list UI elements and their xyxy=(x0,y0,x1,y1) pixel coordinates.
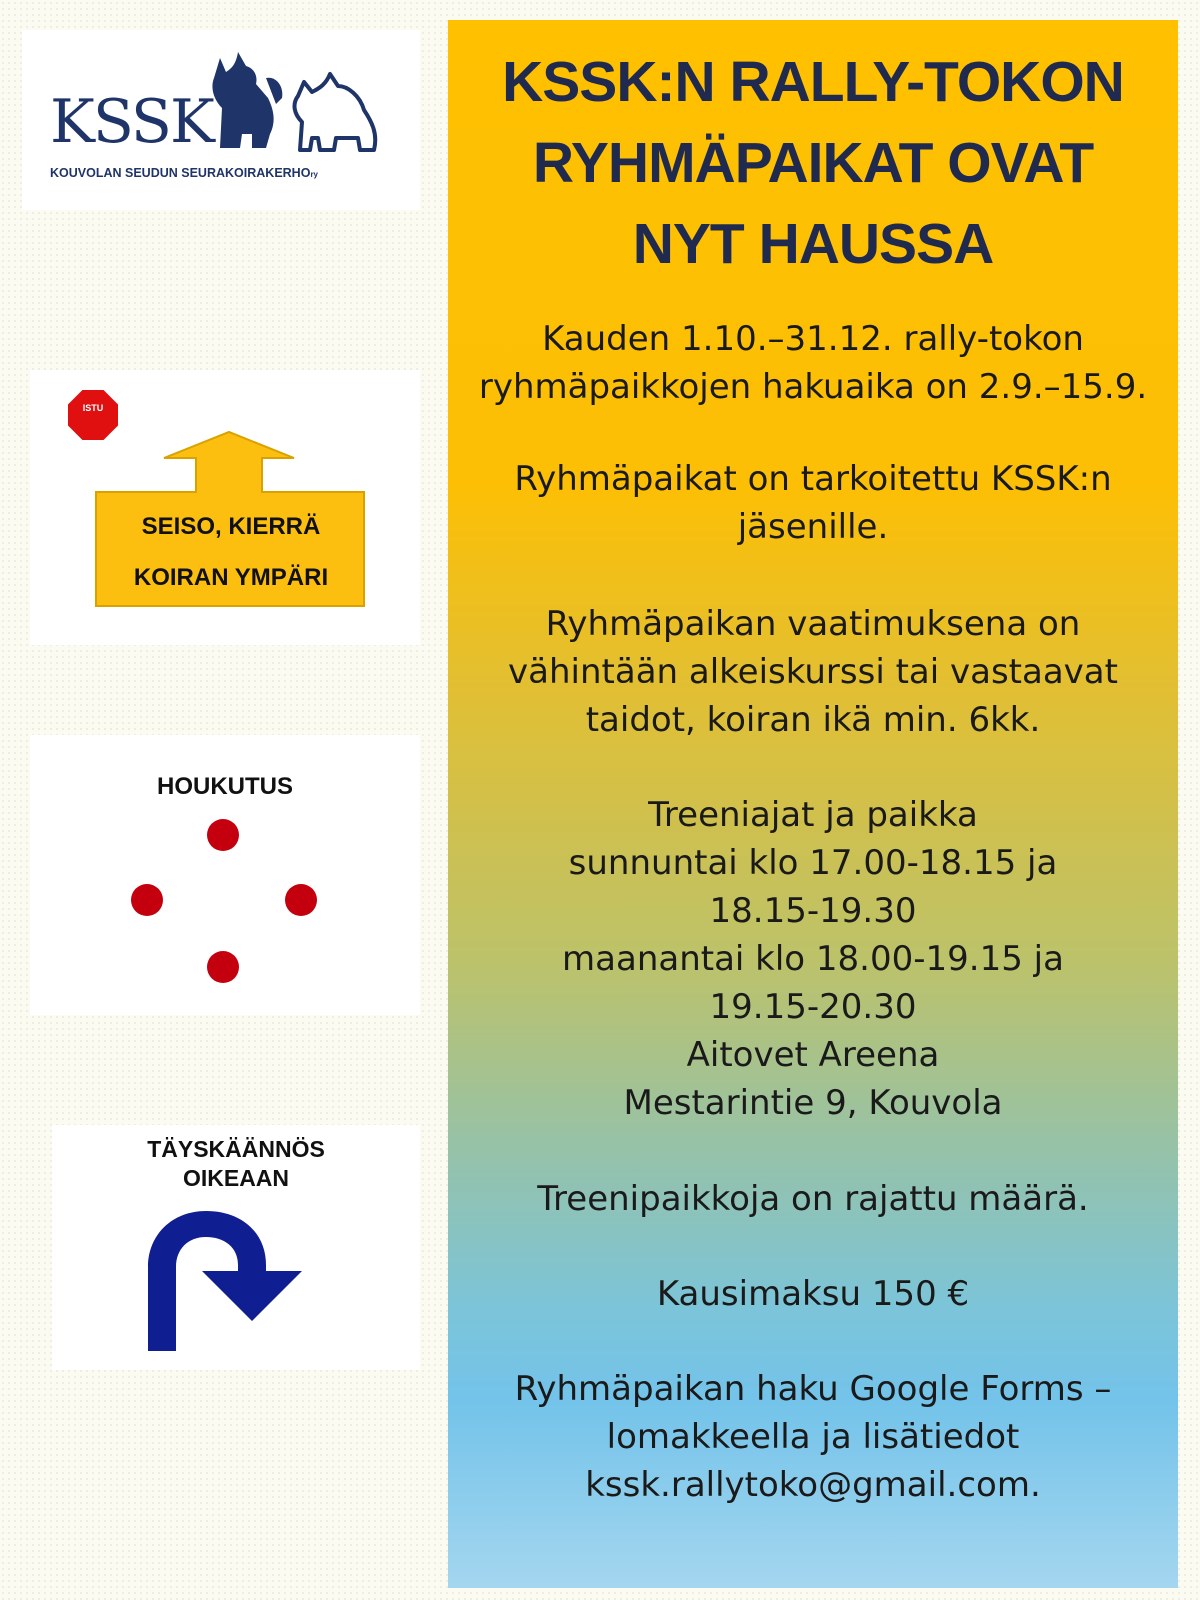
eligibility-line2: jäsenille. xyxy=(737,507,889,547)
scottie-dogs-icon xyxy=(192,38,412,168)
headline-line2: RYHMÄPAIKAT OVAT xyxy=(532,130,1094,195)
sign1-line1: SEISO, KIERRÄ xyxy=(141,513,321,540)
schedule-line2: sunnuntai klo 17.00-18.15 ja xyxy=(568,843,1058,883)
schedule-line1: Treeniajat ja paikka xyxy=(648,795,978,835)
logo-suffix: ry xyxy=(310,170,318,179)
schedule-line3: 18.15-19.30 xyxy=(709,891,917,931)
contact-email[interactable]: kssk.rallytoko@gmail.com. xyxy=(585,1465,1041,1505)
season-fee-text: Kausimaksu 150 € xyxy=(656,1274,970,1314)
limited-spots-text: Treenipaikkoja on rajattu määrä. xyxy=(537,1179,1089,1219)
eligibility-paragraph xyxy=(448,455,1178,551)
requirements-line1: Ryhmäpaikan vaatimuksena on xyxy=(545,604,1081,644)
rally-sign-about-turn-right xyxy=(52,1125,420,1370)
u-turn-right-arrow-icon xyxy=(142,1205,322,1355)
eligibility-line1: Ryhmäpaikat on tarkoitettu KSSK:n xyxy=(514,459,1112,499)
schedule-line5: 19.15-20.30 xyxy=(709,987,917,1027)
sign3-title-line2: OIKEAAN xyxy=(182,1164,290,1191)
logo-subtitle-text: KOUVOLAN SEUDUN SEURAKOIRAKERHO xyxy=(50,166,311,180)
sign1-line2: KOIRAN YMPÄRI xyxy=(133,564,329,591)
requirements-line2: vähintään alkeiskurssi tai vastaavat xyxy=(508,652,1118,692)
sit-badge-label: ISTU xyxy=(82,403,104,413)
headline-line1: KSSK:N RALLY-TOKON xyxy=(502,50,1124,114)
requirements-paragraph xyxy=(448,600,1178,744)
logo-letters: KSSK xyxy=(50,87,213,157)
headline xyxy=(448,42,1178,285)
sign3-title xyxy=(52,1135,420,1193)
announcement-panel xyxy=(448,20,1178,1588)
sign3-title-line1: TÄYSKÄÄNNÖS xyxy=(147,1136,325,1162)
schedule-line7: Mestarintie 9, Kouvola xyxy=(623,1083,1003,1123)
kssk-logo xyxy=(22,30,420,210)
season-line2: ryhmäpaikkojen hakuaika on 2.9.–15.9. xyxy=(478,367,1148,407)
apply-line2: lomakkeella ja lisätiedot xyxy=(606,1417,1020,1457)
rally-sign-stand-circle xyxy=(30,370,420,645)
apply-line1: Ryhmäpaikan haku Google Forms – xyxy=(514,1369,1112,1409)
requirements-line3: taidot, koiran ikä min. 6kk. xyxy=(585,700,1041,740)
sign2-title: HOUKUTUS xyxy=(157,773,293,800)
logo-subtitle xyxy=(50,166,318,180)
headline-line3: NYT HAUSSA xyxy=(632,211,994,276)
season-paragraph xyxy=(448,315,1178,411)
four-dots-icon xyxy=(125,815,325,995)
schedule-paragraph xyxy=(448,791,1178,1127)
apply-paragraph xyxy=(448,1365,1178,1509)
rally-sign-lure xyxy=(30,735,420,1015)
schedule-line6: Aitovet Areena xyxy=(686,1035,940,1075)
season-line1: Kauden 1.10.–31.12. rally-tokon xyxy=(542,319,1084,359)
schedule-line4: maanantai klo 18.00-19.15 ja xyxy=(562,939,1064,979)
